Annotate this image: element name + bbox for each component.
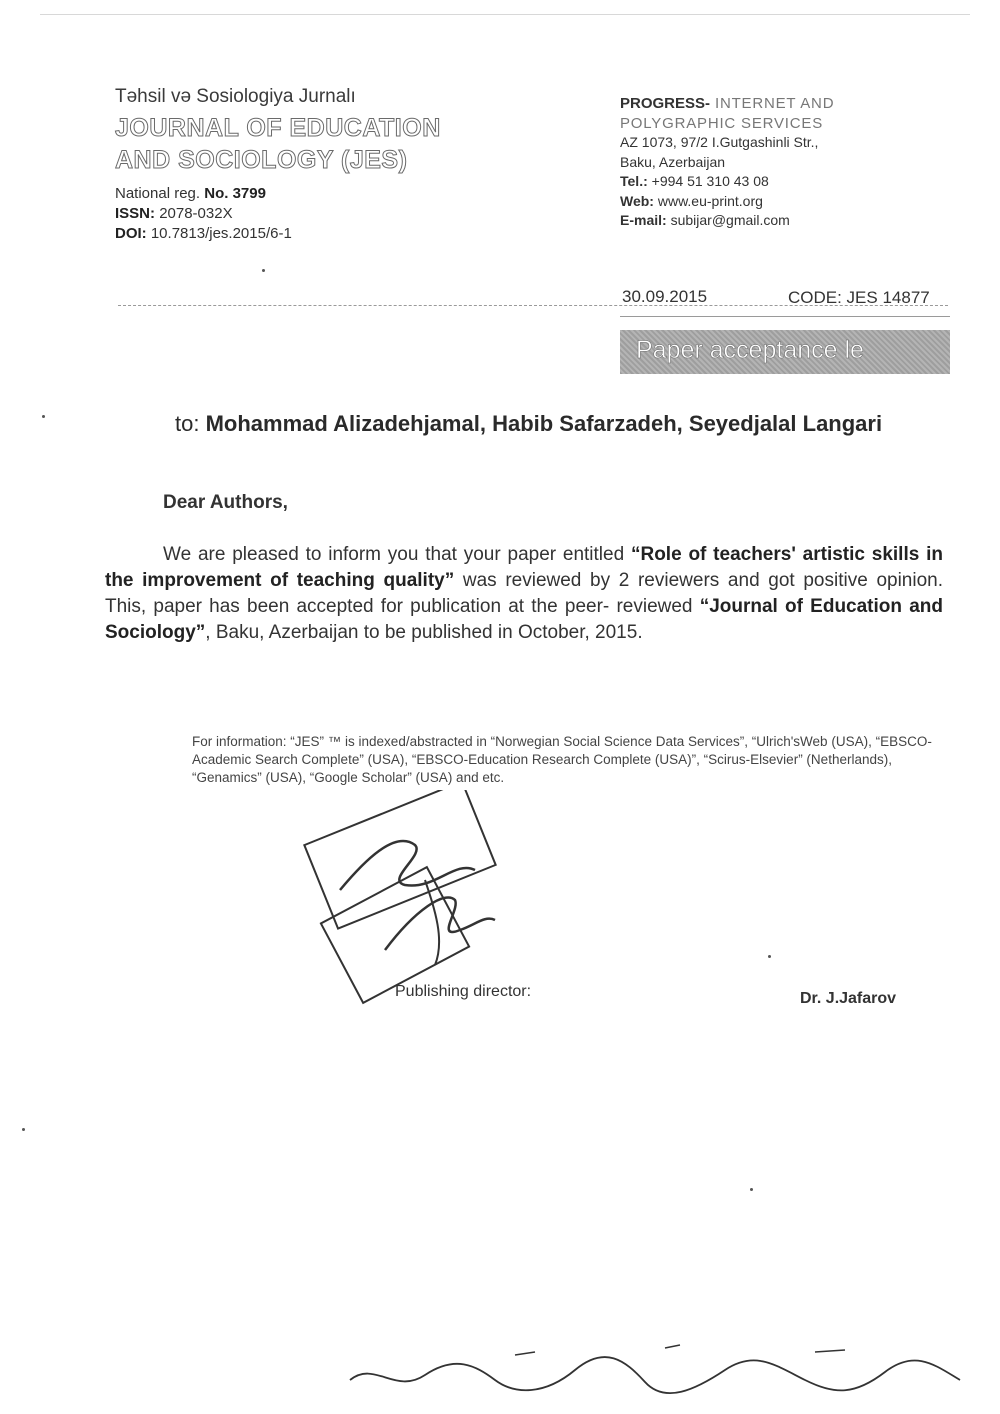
date-underline	[620, 316, 950, 317]
publisher-name-line2: POLYGRAPHIC SERVICES	[620, 114, 824, 132]
publisher-block	[620, 94, 950, 231]
handwriting-marks	[515, 1345, 845, 1355]
indexing-info: For information: “JES” ™ is indexed/abstracted in “Norwegian Social Science Data Services”, “Ulrich'sWeb (USA), “EBSCO-Academic Search Complete” (USA), “EBSCO-Education Research Complete (USA)”, “Scirus-Elsevier” (Netherlands), “Genamics” (USA), “Google Scholar” (USA) and etc.	[192, 734, 932, 785]
journal-reference: “Journal of Education and Sociology”	[105, 596, 943, 643]
acceptance-banner	[620, 330, 950, 374]
journal-title-line1: JOURNAL OF EDUCATION	[115, 114, 441, 142]
official-stamp-signature	[285, 790, 525, 1010]
salutation: Dear Authors,	[163, 492, 288, 513]
handwriting-stroke	[350, 1357, 960, 1393]
doi: DOI: 10.7813/jes.2015/6-1	[115, 225, 292, 242]
speck	[42, 415, 45, 418]
speck	[768, 955, 771, 958]
journal-title-line2: AND SOCIOLOGY (JES)	[115, 146, 408, 174]
journal-header	[115, 86, 535, 244]
handwritten-note	[345, 1340, 965, 1400]
publisher-web: Web: www.eu-print.org	[620, 192, 763, 209]
speck	[750, 1188, 753, 1191]
speck	[262, 269, 265, 272]
director-name: Dr. J.Jafarov	[800, 990, 897, 1007]
recipients: Mohammad Alizadehjamal, Habib Safarzadeh, Seyedjalal Langari	[205, 411, 883, 436]
publisher-name: PROGRESS- INTERNET AND	[620, 95, 835, 112]
reg-number: National reg. No. 3799	[115, 185, 266, 202]
publisher-address2: Baku, Azerbaijan	[620, 153, 726, 170]
issn: ISSN: 2078-032X	[115, 205, 233, 222]
publishing-director-label: Publishing director:	[395, 983, 532, 1000]
journal-identifiers	[115, 184, 535, 244]
letter-code: CODE: JES 14877	[788, 288, 930, 307]
signature-stroke-1	[340, 841, 475, 890]
header-separator	[118, 305, 948, 307]
publisher-email: E-mail: subijar@gmail.com	[620, 212, 790, 228]
top-edge-line	[40, 14, 970, 15]
speck	[22, 1128, 25, 1131]
recipients-line: to: Mohammad Alizadehjamal, Habib Safarzadeh, Seyedjalal Langari	[175, 411, 883, 436]
stamp-upper-frame	[304, 790, 495, 929]
letter-date: 30.09.2015	[622, 287, 708, 306]
publisher-tel: Tel.: +994 51 310 43 08	[620, 173, 769, 189]
publisher-address1: AZ 1073, 97/2 I.Gutgashinli Str.,	[620, 134, 819, 150]
letter-body: We are pleased to inform you that your paper entitled “Role of teachers' artistic skills in the improvement of teaching quality” was reviewed by 2 reviewers and got positive opinion. This, paper has been accepted for publication at the peer- reviewed “Journal of Education and Sociology”, Baku, Azerbaijan to be published in October, 2015.	[105, 544, 943, 643]
acceptance-banner-text: Paper acceptance le	[636, 336, 864, 364]
paper-title: “Role of teachers' artistic skills in the improvement of teaching quality”	[105, 544, 943, 591]
journal-name-az: Təhsil və Sosiologiya Jurnalı	[115, 86, 356, 107]
